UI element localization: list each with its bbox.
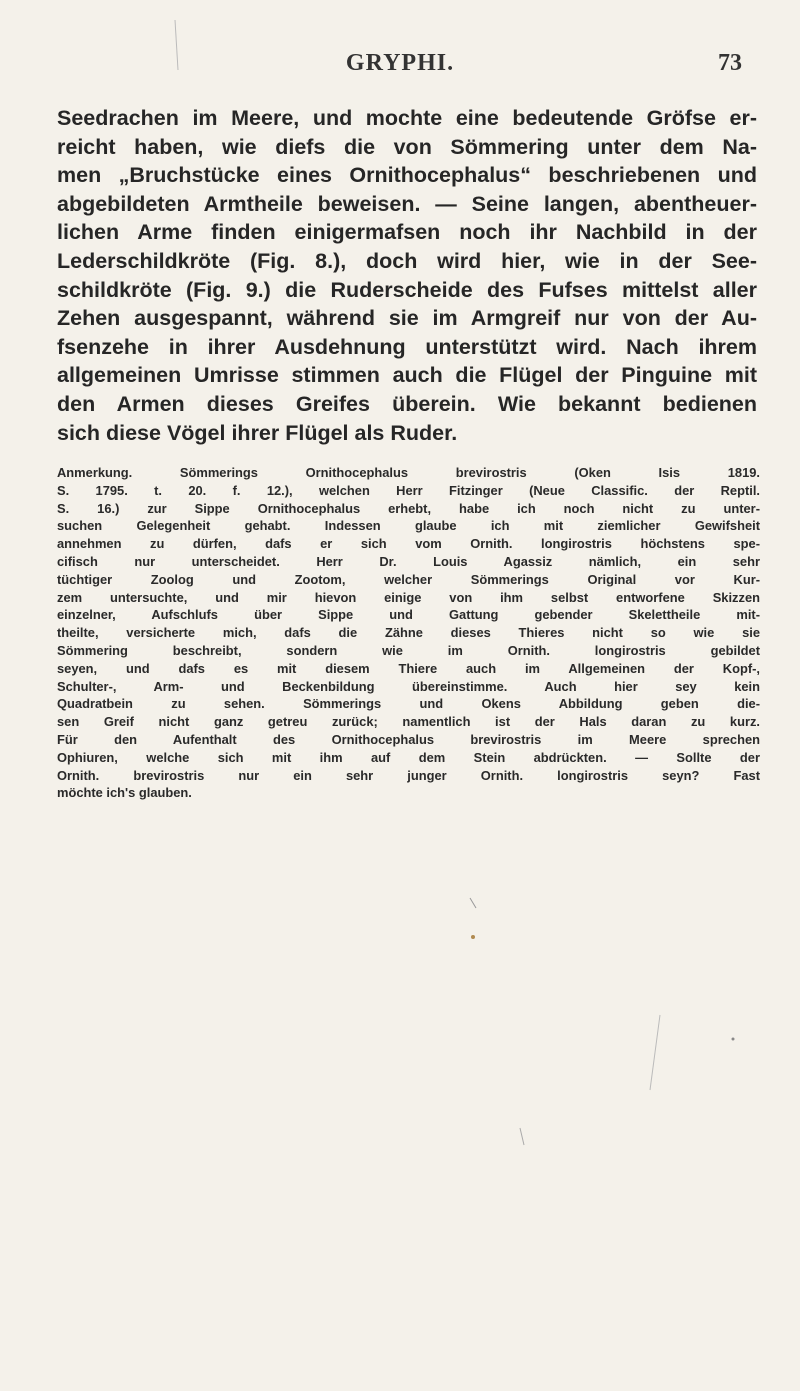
note-line: Quadratbein zu sehen. Sömmerings und Okens Abbildung geben die- bbox=[57, 696, 760, 712]
text-line: Seedrachen im Meere, und mochte eine bedeutende Gröfse er- bbox=[57, 106, 757, 130]
page-header bbox=[0, 50, 800, 90]
note-line: cifisch nur unterscheidet. Herr Dr. Louis Agassiz nämlich, ein sehr bbox=[57, 553, 760, 569]
text-line: schildkröte (Fig. 9.) die Ruderscheide des Fufses mittelst aller bbox=[57, 277, 757, 302]
note-line: zem untersuchte, und mir hievon einige von ihm selbst entworfene Skizzen bbox=[57, 589, 760, 605]
note-line: Sömmering beschreibt, sondern wie im Ornith. longirostris gebildet bbox=[57, 642, 760, 658]
note-line: theilte, versicherte mich, dafs die Zähne dieses Thieres nicht so wie sie bbox=[57, 625, 760, 641]
text-line: Lederschildkröte (Fig. 8.), doch wird hier, wie in der See- bbox=[57, 248, 757, 273]
text-line: Zehen ausgespannt, während sie im Armgreif nur von der Au- bbox=[57, 306, 757, 331]
text-line: abgebildeten Armtheile beweisen. — Seine langen, abentheuer- bbox=[57, 191, 757, 216]
running-head: GRYPHI. bbox=[345, 50, 455, 76]
text-line: lichen Arme finden einigermafsen noch ihr Nachbild in der bbox=[57, 220, 757, 245]
text-line: den Armen dieses Greifes überein. Wie bekannt bedienen bbox=[57, 391, 757, 416]
note-line: möchte ich's glauben. bbox=[57, 785, 192, 801]
note-line: seyen, und dafs es mit diesem Thiere auch im Allgemeinen der Kopf-, bbox=[57, 660, 760, 676]
note-line: Für den Aufenthalt des Ornithocephalus brevirostris im Meere sprechen bbox=[57, 731, 760, 747]
page-number: 73 bbox=[718, 50, 742, 76]
text-line: allgemeinen Umrisse stimmen auch die Flügel der Pinguine mit bbox=[57, 363, 757, 388]
note-line: Ophiuren, welche sich mit ihm auf dem Stein abdrückten. — Sollte der bbox=[57, 749, 760, 765]
text-line: reicht haben, wie diefs die von Sömmering unter dem Na- bbox=[57, 134, 757, 159]
note-line: Anmerkung. Sömmerings Ornithocephalus brevirostris (Oken Isis 1819. bbox=[57, 465, 760, 480]
main-paragraph bbox=[57, 104, 757, 447]
note-line: Ornith. brevirostris nur ein sehr junger Ornith. longirostris seyn? Fast bbox=[57, 767, 760, 783]
note-line: suchen Gelegenheit gehabt. Indessen glaube ich mit ziemlicher Gewifsheit bbox=[57, 518, 760, 534]
note-line: tüchtiger Zoolog und Zootom, welcher Sömmerings Original vor Kur- bbox=[57, 571, 760, 587]
note-line: annehmen zu dürfen, dafs er sich vom Ornith. longirostris höchstens spe- bbox=[57, 536, 760, 552]
note-line: Schulter-, Arm- und Beckenbildung übereinstimme. Auch hier sey kein bbox=[57, 678, 760, 694]
text-line: sich diese Vögel ihrer Flügel als Ruder. bbox=[57, 420, 458, 445]
footnote-anmerkung bbox=[57, 464, 760, 802]
text-line: men „Bruchstücke eines Ornithocephalus“ beschriebenen und bbox=[57, 163, 757, 188]
note-line: einzelner, Aufschlufs über Sippe und Gattung gebender Skelettheile mit- bbox=[57, 607, 760, 623]
note-line: S. 16.) zur Sippe Ornithocephalus erhebt, habe ich noch nicht zu unter- bbox=[57, 500, 760, 516]
note-line: S. 1795. t. 20. f. 12.), welchen Herr Fitzinger (Neue Classific. der Reptil. bbox=[57, 482, 760, 498]
note-line: sen Greif nicht ganz getreu zurück; namentlich ist der Hals daran zu kurz. bbox=[57, 714, 760, 730]
text-line: fsenzehe in ihrer Ausdehnung unterstützt wird. Nach ihrem bbox=[57, 334, 757, 359]
